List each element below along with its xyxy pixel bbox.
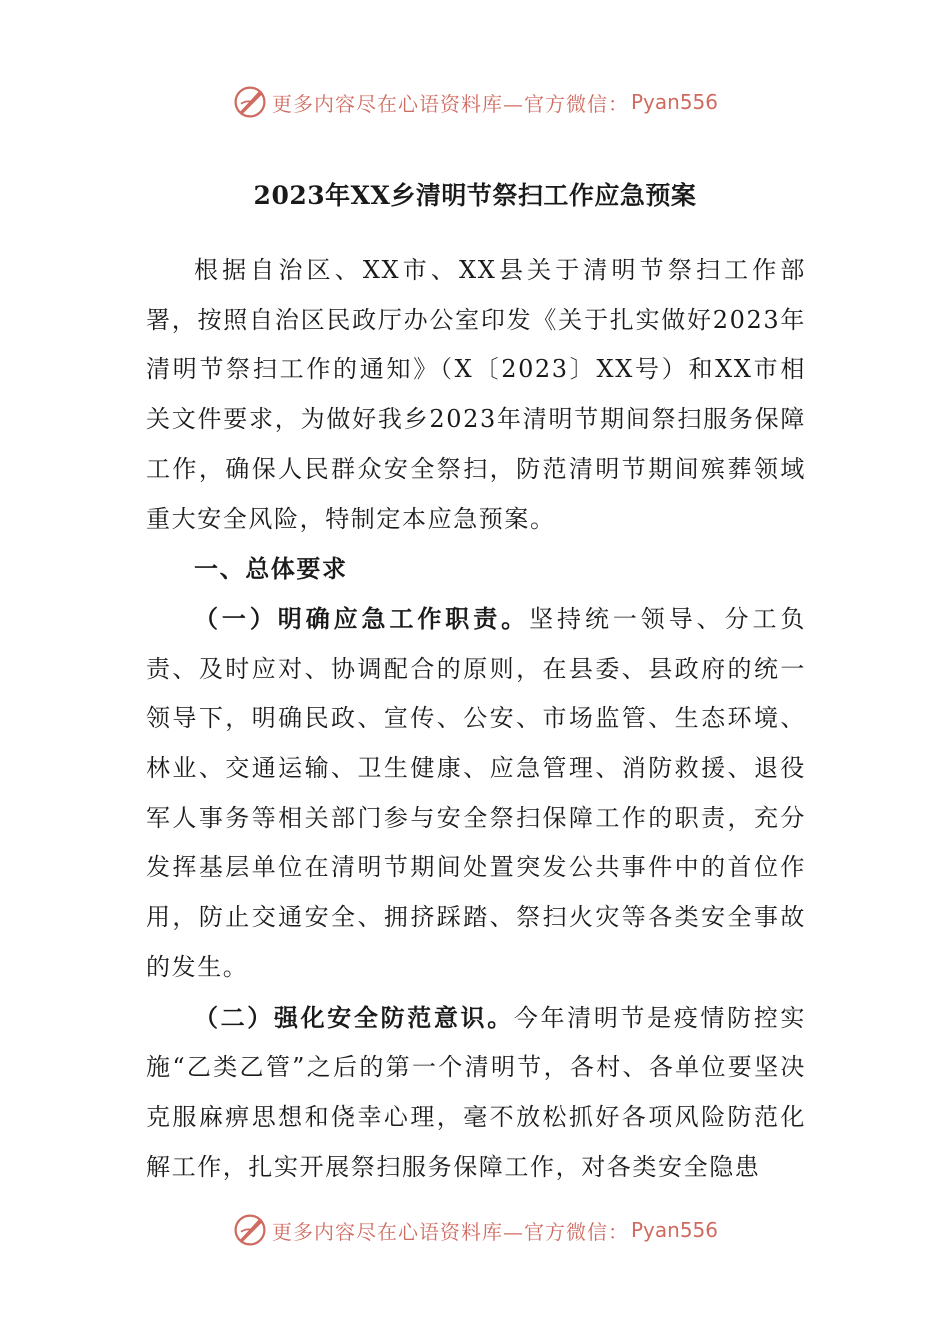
section-heading: 一、总体要求 (194, 554, 348, 584)
item-paragraph-1 (146, 594, 806, 993)
item-lead-2: （二）强化安全防范意识。 (194, 1002, 514, 1032)
watermark-text: 更多内容尽在心语资料库—官方微信： (271, 91, 629, 116)
intro-paragraph: 根据自治区、XX市、XX县关于清明节祭扫工作部署，按照自治区民政厅办公室印发《关于扎实做好2023年清明节祭扫工作的通知》（X〔2023〕XX号）和XX市相关文件要求，为做好我乡2023年清明节期间祭扫服务保障工作，确保人民群众安全祭扫，防范清明节期间殡葬领域重大安全风险，特制定本应急预案。 (146, 256, 806, 533)
watermark-wechat-id: Pyan556 (630, 90, 718, 114)
item-paragraph-2 (146, 993, 806, 1193)
watermark-header (0, 82, 950, 122)
document-title: 2023年XX乡清明节祭扫工作应急预案 (253, 181, 697, 210)
watermark-text: 更多内容尽在心语资料库—官方微信： (271, 1219, 629, 1244)
item-lead-1: （一）明确应急工作职责。 (194, 603, 530, 633)
watermark-footer (0, 1210, 950, 1250)
document-body (146, 246, 806, 1192)
watermark-wechat-id: Pyan556 (630, 1218, 718, 1242)
quill-logo-icon (232, 84, 268, 120)
quill-logo-icon (232, 1212, 268, 1248)
item-text-1: 坚持统一领导、分工负责、及时应对、协调配合的原则，在县委、县政府的统一领导下，明确民政、宣传、公安、市场监管、生态环境、林业、交通运输、卫生健康、应急管理、消防救援、退役军人事务等相关部门参与安全祭扫保障工作的职责，充分发挥基层单位在清明节期间处置突发公共事件中的首位作用，防止交通安全、拥挤踩踏、祭扫火灾等各类安全事故的发生。 (146, 604, 807, 981)
item-text-2: 今年清明节是疫情防控实施“乙类乙管”之后的第一个清明节，各村、各单位要坚决克服麻痹思想和侥幸心理，毫不放松抓好各项风险防范化解工作，扎实开展祭扫服务保障工作，对各类安全隐患 (146, 1003, 806, 1181)
